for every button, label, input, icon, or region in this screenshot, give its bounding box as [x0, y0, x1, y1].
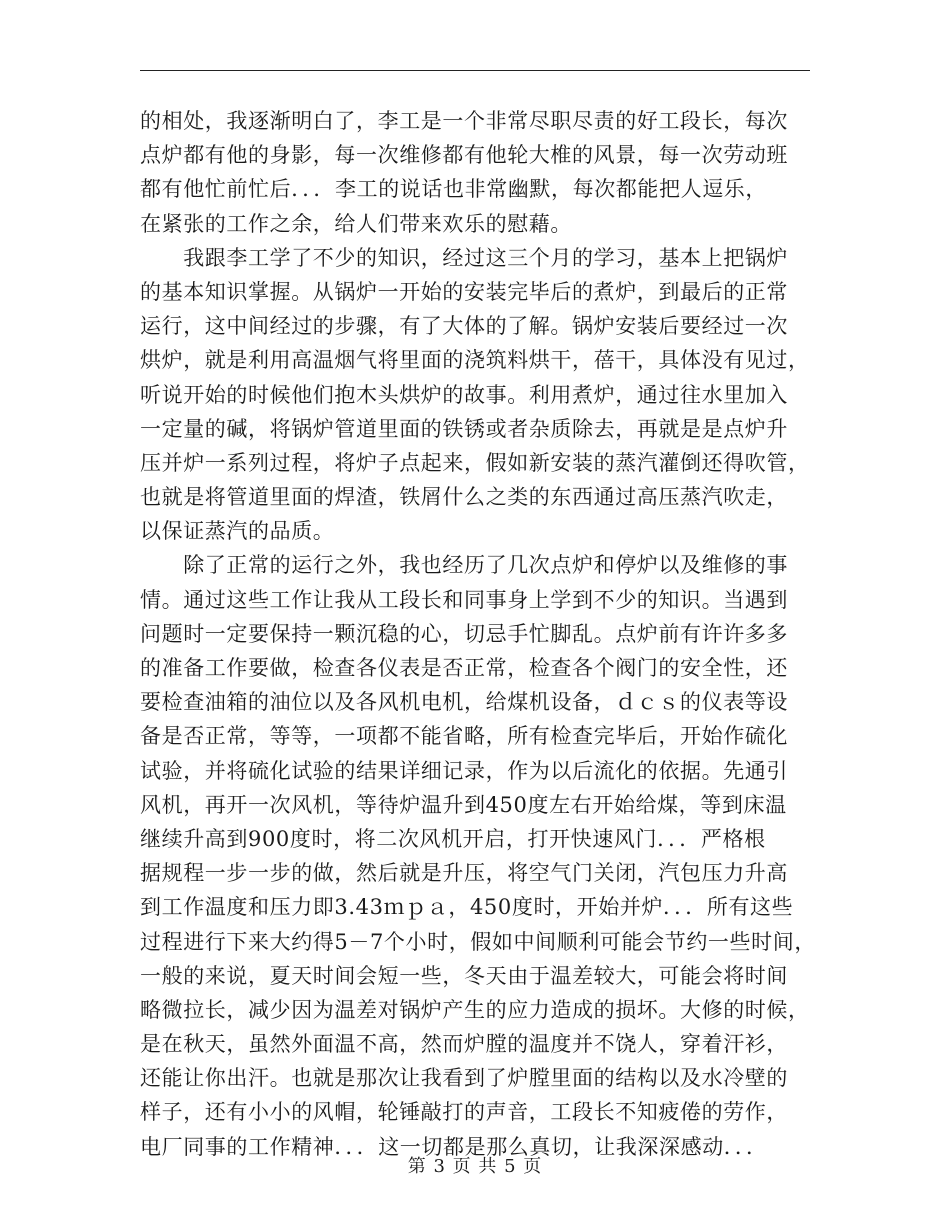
text-line: 运行，这中间经过的步骤，有了大体的了解。锅炉安装后要经过一次 [140, 314, 788, 339]
text-line: 的相处，我逐渐明白了，李工是一个非常尽职尽责的好工段长，每次 [140, 109, 788, 133]
text-line: 一定量的碱，将锅炉管道里面的铁锈或者杂质除去，再就是是点炉升 [140, 416, 788, 441]
text-line: 过程进行下来大约得5－7个小时，假如中间顺利可能会节约一些时间， [140, 929, 816, 954]
text-line: 备是否正常，等等，一项都不能省略，所有检查完毕后，开始作硫化 [140, 724, 788, 749]
text-line: 还能让你出汗。也就是那次让我看到了炉膛里面的结构以及水冷壁的 [140, 1066, 788, 1091]
text-line: 我跟李工学了不少的知识，经过这三个月的学习，基本上把锅炉 [140, 245, 788, 270]
text-line: 情。通过这些工作让我从工段长和同事身上学到不少的知识。当遇到 [140, 587, 788, 612]
text-line: 据规程一步一步的做，然后就是升压，将空气门关闭，汽包压力升高 [140, 861, 788, 886]
document-body [140, 104, 816, 1164]
text-line: 的基本知识掌握。从锅炉一开始的安装完毕后的煮炉，到最后的正常 [140, 279, 788, 304]
text-line: 都有他忙前忙后．．．李工的说话也非常幽默，每次都能把人逗乐， [140, 177, 767, 202]
text-line: 风机，再开一次风机，等待炉温升到450度左右开始给煤，等到床温 [140, 792, 787, 817]
text-line: 样子，还有小小的风帽，轮锤敲打的声音，工段长不知疲倦的劳作， [140, 1100, 788, 1125]
text-line: 继续升高到900度时，将二次风机开启，打开快速风门．．．严格根 [140, 826, 766, 851]
text-line: 听说开始的时候他们抱木头烘炉的故事。利用煮炉，通过往水里加入 [140, 382, 788, 407]
text-line: 试验，并将硫化试验的结果详细记录，作为以后流化的依据。先通引 [140, 758, 788, 783]
text-line: 一般的来说，夏天时间会短一些，冬天由于温差较大，可能会将时间 [140, 963, 788, 988]
text-line: 的准备工作要做，检查各仪表是否正常，检查各个阀门的安全性，还 [140, 656, 788, 680]
text-line: 点炉都有他的身影，每一次维修都有他轮大椎的风景，每一次劳动班 [140, 143, 788, 168]
text-line: 以保证蒸汽的品质。 [140, 519, 335, 544]
text-line: 到工作温度和压力即3.43ｍｐａ，450度时，开始并炉．．．所有这些 [140, 895, 794, 920]
text-line: 在紧张的工作之余，给人们带来欢乐的慰藉。 [140, 211, 572, 236]
text-line: 要检查油箱的油位以及各风机电机，给煤机设备，ｄｃｓ的仪表等设 [140, 690, 788, 715]
text-line: 除了正常的运行之外，我也经历了几次点炉和停炉以及维修的事 [140, 553, 788, 578]
text-line: 烘炉，就是利用高温烟气将里面的浇筑料烘干，蓓干，具体没有见过， [140, 348, 810, 373]
text-line: 电厂同事的工作精神．．．这一切都是那么真切，让我深深感动．．． [140, 1134, 768, 1159]
text-line: 问题时一定要保持一颗沉稳的心，切忌手忙脚乱。点炉前有许许多多 [140, 621, 788, 646]
text-line: 是在秋天，虽然外面温不高，然而炉膛的温度并不饶人，穿着汗衫， [140, 1032, 788, 1057]
page-number: 第 3 页 共 5 页 [407, 1156, 543, 1177]
text-line: 略微拉长，减少因为温差对锅炉产生的应力造成的损坏。大修的时候， [140, 997, 810, 1022]
header-rule [140, 70, 810, 71]
text-line: 也就是将管道里面的焊渣，铁屑什么之类的东西通过高压蒸汽吹走， [140, 485, 788, 510]
text-line: 压并炉一系列过程，将炉子点起来，假如新安装的蒸汽灌倒还得吹管， [140, 450, 810, 475]
